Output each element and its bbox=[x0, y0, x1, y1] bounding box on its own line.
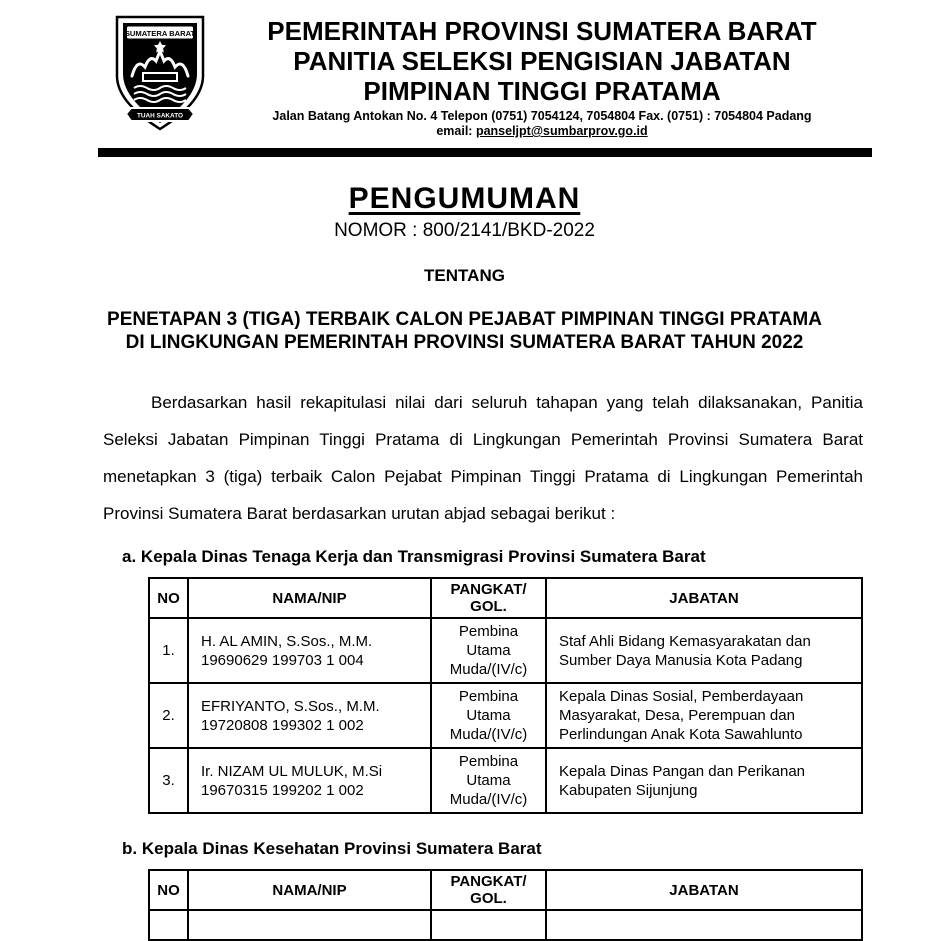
letterhead-text-block bbox=[210, 14, 874, 139]
sumatera-barat-seal-logo bbox=[110, 14, 210, 132]
section-a-title: Kepala Dinas Tenaga Kerja dan Transmigrasi Provinsi Sumatera Barat bbox=[140, 547, 706, 566]
col-header-nama-nip: NAMA/NIP bbox=[188, 578, 431, 618]
candidate-nip: 19690629 199703 1 004 bbox=[201, 651, 364, 669]
cell-jabatan: Kepala Dinas Sosial, Pemberdayaan Masyarakat, Desa, Perempuan dan Perlindungan Anak Kota Sawahlunto bbox=[546, 683, 862, 748]
col-header-pangkat-gol: PANGKAT/ GOL. bbox=[431, 578, 546, 618]
col-header-no: NO bbox=[149, 870, 188, 910]
cell-pangkat: Pembina Utama Muda/(IV/c) bbox=[431, 683, 546, 748]
logo-top-text: SUMATERA BARAT bbox=[124, 29, 196, 38]
section-a-label: a. bbox=[122, 547, 137, 566]
table-row bbox=[149, 683, 862, 748]
cell-no: 2. bbox=[149, 683, 188, 748]
section-b-label: b. bbox=[122, 839, 138, 858]
col-header-nama-nip: NAMA/NIP bbox=[188, 870, 431, 910]
candidate-nip: 19670315 199202 1 002 bbox=[201, 781, 364, 799]
cell-nama-nip bbox=[188, 683, 431, 748]
section-a bbox=[122, 546, 862, 814]
org-name-line2: PANITIA SELEKSI PENGISIAN JABATAN bbox=[293, 46, 791, 76]
letterhead-address: Jalan Batang Antokan No. 4 Telepon (0751) 7054124, 7054804 Fax. (0751) : 7054804 Padang bbox=[272, 109, 812, 123]
provincial-shield-icon bbox=[110, 14, 210, 132]
about-label: TENTANG bbox=[424, 266, 505, 285]
letterhead bbox=[0, 0, 929, 139]
cell-jabatan: Staf Ahli Bidang Kemasyarakatan dan Sumber Daya Manusia Kota Padang bbox=[546, 618, 862, 683]
table-row bbox=[149, 618, 862, 683]
candidate-name: EFRIYANTO, S.Sos., M.M. bbox=[201, 697, 380, 715]
document-number: NOMOR : 800/2141/BKD-2022 bbox=[334, 220, 595, 241]
table-header-row bbox=[149, 870, 862, 910]
cell-nama-nip bbox=[188, 618, 431, 683]
table-row bbox=[149, 748, 862, 813]
cell-jabatan: Kepala Dinas Pangan dan Perikanan Kabupaten Sijunjung bbox=[546, 748, 862, 813]
org-name-line3: PIMPINAN TINGGI PRATAMA bbox=[363, 76, 721, 106]
candidate-name: H. AL AMIN, S.Sos., M.M. bbox=[201, 632, 373, 650]
section-a-heading bbox=[122, 546, 862, 567]
letterhead-email-line bbox=[210, 124, 874, 139]
col-header-jabatan: JABATAN bbox=[546, 578, 862, 618]
subject-line1: PENETAPAN 3 (TIGA) TERBAIK CALON PEJABAT PIMPINAN TINGGI PRATAMA bbox=[107, 309, 822, 330]
col-header-pangkat-gol: PANGKAT/ GOL. bbox=[431, 870, 546, 910]
table-row-clipped bbox=[149, 910, 862, 940]
candidates-table-b bbox=[148, 869, 863, 941]
col-header-no: NO bbox=[149, 578, 188, 618]
email-address: panseljpt@sumbarprov.go.id bbox=[475, 124, 648, 138]
org-name-line1: PEMERINTAH PROVINSI SUMATERA BARAT bbox=[267, 16, 817, 46]
email-label: email: bbox=[436, 124, 476, 138]
subject-line2: DI LINGKUNGAN PEMERINTAH PROVINSI SUMATERA BARAT TAHUN 2022 bbox=[125, 332, 804, 353]
section-b-heading bbox=[122, 838, 862, 859]
section-b-title: Kepala Dinas Kesehatan Provinsi Sumatera Barat bbox=[141, 839, 542, 858]
subject-title bbox=[0, 308, 929, 354]
candidates-table-a bbox=[148, 577, 863, 814]
candidate-nip: 19720808 199302 1 002 bbox=[201, 716, 364, 734]
letterhead-divider-rule bbox=[98, 148, 872, 157]
candidate-name: Ir. NIZAM UL MULUK, M.Si bbox=[201, 762, 383, 780]
logo-banner-text: TUAH SAKATO bbox=[137, 112, 183, 120]
col-header-jabatan: JABATAN bbox=[546, 870, 862, 910]
table-header-row bbox=[149, 578, 862, 618]
cell-nama-nip bbox=[188, 748, 431, 813]
document-title: PENGUMUMAN bbox=[348, 182, 581, 215]
cell-pangkat: Pembina Utama Muda/(IV/c) bbox=[431, 618, 546, 683]
section-b bbox=[122, 838, 862, 941]
cell-no: 3. bbox=[149, 748, 188, 813]
cell-pangkat: Pembina Utama Muda/(IV/c) bbox=[431, 748, 546, 813]
body-paragraph: Berdasarkan hasil rekapitulasi nilai dari seluruh tahapan yang telah dilaksanakan, Panitia Seleksi Jabatan Pimpinan Tinggi Pratama di Lingkungan Pemerintah Provinsi Sumatera Barat menetapkan 3 (tiga) terbaik Calon Pejabat Pimpinan Tinggi Pratama di Lingkungan Pemerintah Provinsi Sumatera Barat berdasarkan urutan abjad sebagai berikut : bbox=[103, 393, 863, 523]
cell-no: 1. bbox=[149, 618, 188, 683]
announcement-heading-block bbox=[0, 182, 929, 354]
